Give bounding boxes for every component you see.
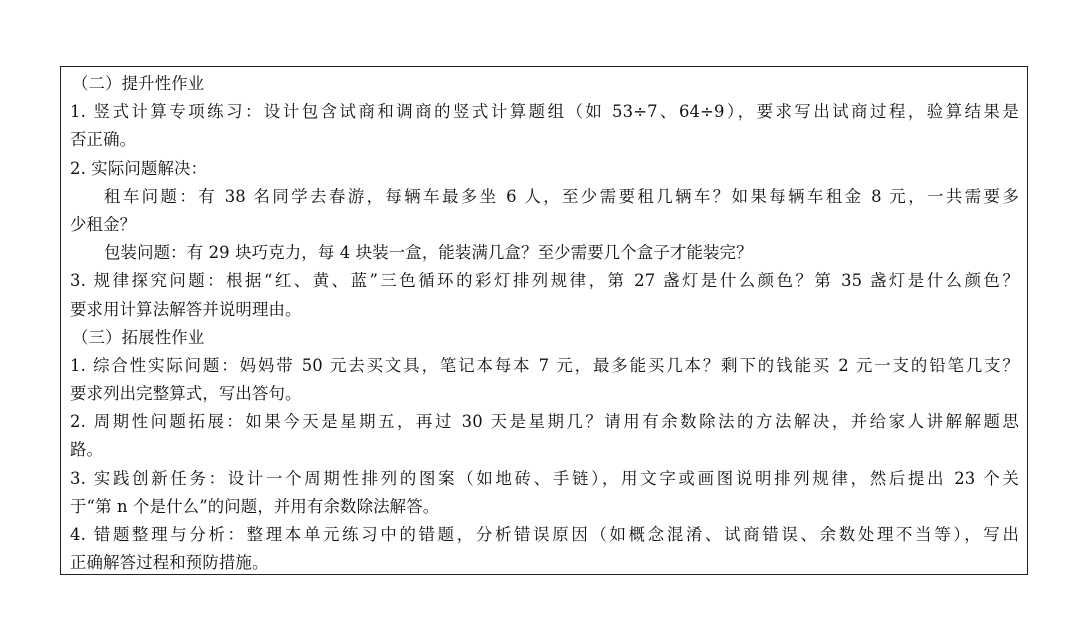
item-pattern-exploration-line-2: 要求用计算法解答并说明理由。 [70, 299, 302, 319]
section-heading-extension: （三）拓展性作业 [72, 327, 205, 347]
car-rental-problem-line-1: 租车问题：有 38 名同学去春游，每辆车最多坐 6 人，至少需要租几辆车？如果每辆车租金 8 元，一共需要多 [104, 186, 1019, 206]
item-error-analysis-line-2: 正确解答过程和预防措施。 [70, 553, 269, 573]
item-vertical-calculation-line-1: 1. 竖式计算专项练习：设计包含试商和调商的竖式计算题组（如 53÷7、64÷9），要求写出试商过程，验算结果是 [70, 102, 1019, 122]
item-vertical-calculation-line-2: 否正确。 [70, 130, 137, 150]
item-comprehensive-problem-line-1: 1. 综合性实际问题：妈妈带 50 元去买文具，笔记本每本 7 元，最多能买几本？剩下的钱能买 2 元一支的铅笔几支？ [70, 355, 1019, 375]
homework-content-box [60, 66, 1028, 575]
item-periodic-problem-line-1: 2. 周期性问题拓展：如果今天是星期五，再过 30 天是星期几？请用有余数除法的方法解决，并给家人讲解解题思 [70, 412, 1019, 432]
item-practical-problems: 2. 实际问题解决： [70, 158, 208, 178]
item-creative-task-line-1: 3. 实践创新任务：设计一个周期性排列的图案（如地砖、手链），用文字或画图说明排列规律，然后提出 23 个关 [70, 468, 1019, 488]
item-pattern-exploration-line-1: 3. 规律探究问题：根据“红、黄、蓝”三色循环的彩灯排列规律，第 27 盏灯是什么颜色？第 35 盏灯是什么颜色？ [70, 271, 1019, 291]
section-heading-improvement: （二）提升性作业 [72, 74, 205, 93]
item-comprehensive-problem-line-2: 要求列出完整算式，写出答句。 [70, 384, 302, 404]
item-creative-task-line-2: 于“第 n 个是什么”的问题，并用有余数除法解答。 [70, 496, 440, 516]
packaging-problem: 包装问题：有 29 块巧克力，每 4 块装一盒，能装满几盒？至少需要几个盒子才能装完？ [104, 243, 753, 263]
item-error-analysis-line-1: 4. 错题整理与分析：整理本单元练习中的错题，分析错误原因（如概念混淆、试商错误、余数处理不当等），写出 [70, 525, 1019, 544]
car-rental-problem-line-2: 少租金？ [70, 214, 137, 234]
item-periodic-problem-line-2: 路。 [70, 440, 104, 460]
